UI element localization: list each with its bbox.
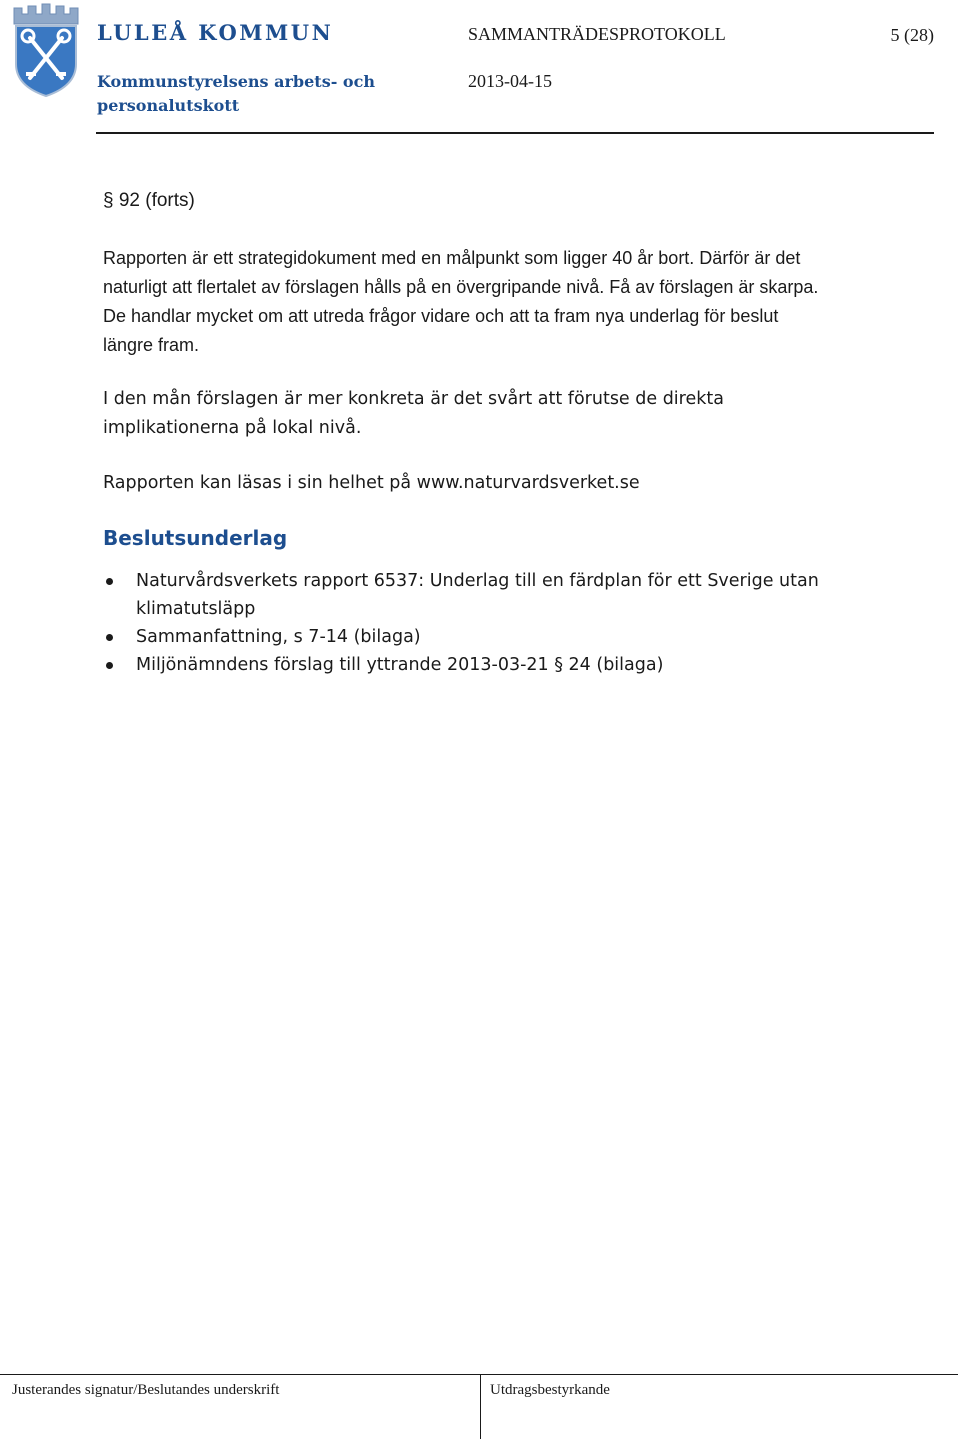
list-item: Miljönämndens förslag till yttrande 2013-03-21 § 24 (bilaga) xyxy=(103,651,863,679)
page-number: 5 (28) xyxy=(890,25,934,45)
committee-name: Kommunstyrelsens arbets- och personalutskott xyxy=(97,72,375,115)
footer-divider xyxy=(0,1374,958,1375)
paragraph: Rapporten kan läsas i sin helhet på www.naturvardsverket.se xyxy=(103,473,640,493)
coat-of-arms-icon xyxy=(10,2,82,98)
certification-label: Utdragsbestyrkande xyxy=(490,1382,610,1398)
list-item: Sammanfattning, s 7-14 (bilaga) xyxy=(103,623,863,651)
paragraph: Rapporten är ett strategidokument med en målpunkt som ligger 40 år bort. Därför är det naturligt att flertalet av förslagen hålls på en övergripande nivå. Få av förslagen är skarpa. De handlar mycket om att utreda frågor vidare och att ta fram nya underlag för beslut längre fram. xyxy=(103,248,819,355)
signature-label: Justerandes signatur/Beslutandes underskrift xyxy=(12,1382,280,1398)
header-divider xyxy=(96,132,934,134)
section-heading: Beslutsunderlag xyxy=(103,526,288,550)
section-title: § 92 (forts) xyxy=(103,190,195,211)
meeting-date: 2013-04-15 xyxy=(468,71,552,91)
paragraph: I den mån förslagen är mer konkreta är det svårt att förutse de direkta implikationerna på lokal nivå. xyxy=(103,389,724,438)
document-type: SAMMANTRÄDESPROTOKOLL xyxy=(468,24,726,44)
organization-name: LULEÅ KOMMUN xyxy=(97,20,334,45)
footer-column-divider xyxy=(480,1374,481,1439)
document-list xyxy=(103,567,863,679)
list-item: Naturvårdsverkets rapport 6537: Underlag till en färdplan för ett Sverige utan klimatutsläpp xyxy=(103,567,863,623)
